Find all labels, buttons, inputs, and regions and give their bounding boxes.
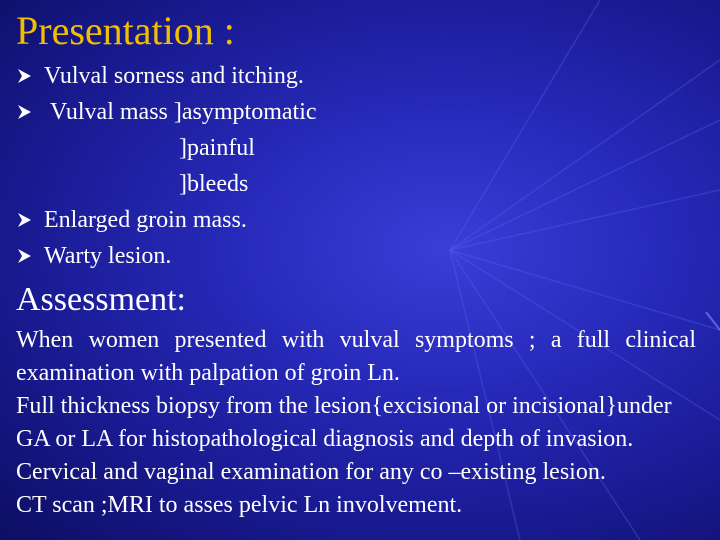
paragraph-line: When women presented with vulval symptoms ; a full clinical [16, 327, 696, 353]
arrow-bullet-icon [16, 212, 32, 228]
paragraph-line: CT scan ;MRI to asses pelvic Ln involvement. [16, 492, 463, 518]
paragraph-line: examination with palpation of groin Ln. [16, 360, 400, 386]
paragraph-line: Cervical and vaginal examination for any co –existing lesion. [16, 459, 606, 485]
arrow-bullet-icon [16, 104, 32, 120]
bullet-text: Warty lesion. [44, 243, 172, 269]
list-item [16, 58, 516, 94]
bullet-text: Vulval sorness and itching. [44, 63, 304, 89]
slide-title: Presentation : [16, 8, 235, 53]
bullet-continuation: ]bleeds [179, 171, 249, 197]
list-item [16, 94, 516, 130]
assessment-text [16, 324, 696, 522]
paragraph-line: GA or LA for histopathological diagnosis and depth of invasion. [16, 426, 634, 452]
bullet-text: Vulval mass ]asymptomatic [50, 99, 317, 125]
paragraph-line: Full thickness biopsy from the lesion{excisional or incisional}under [16, 393, 672, 419]
section-title: Assessment: [16, 281, 186, 318]
bullet-list [16, 58, 516, 274]
arrow-bullet-icon [16, 248, 32, 264]
bullet-text: Enlarged groin mass. [44, 207, 247, 233]
bullet-continuation: ]painful [179, 135, 255, 161]
arrow-bullet-icon [16, 68, 32, 84]
list-item [16, 238, 516, 274]
list-item [16, 202, 516, 238]
